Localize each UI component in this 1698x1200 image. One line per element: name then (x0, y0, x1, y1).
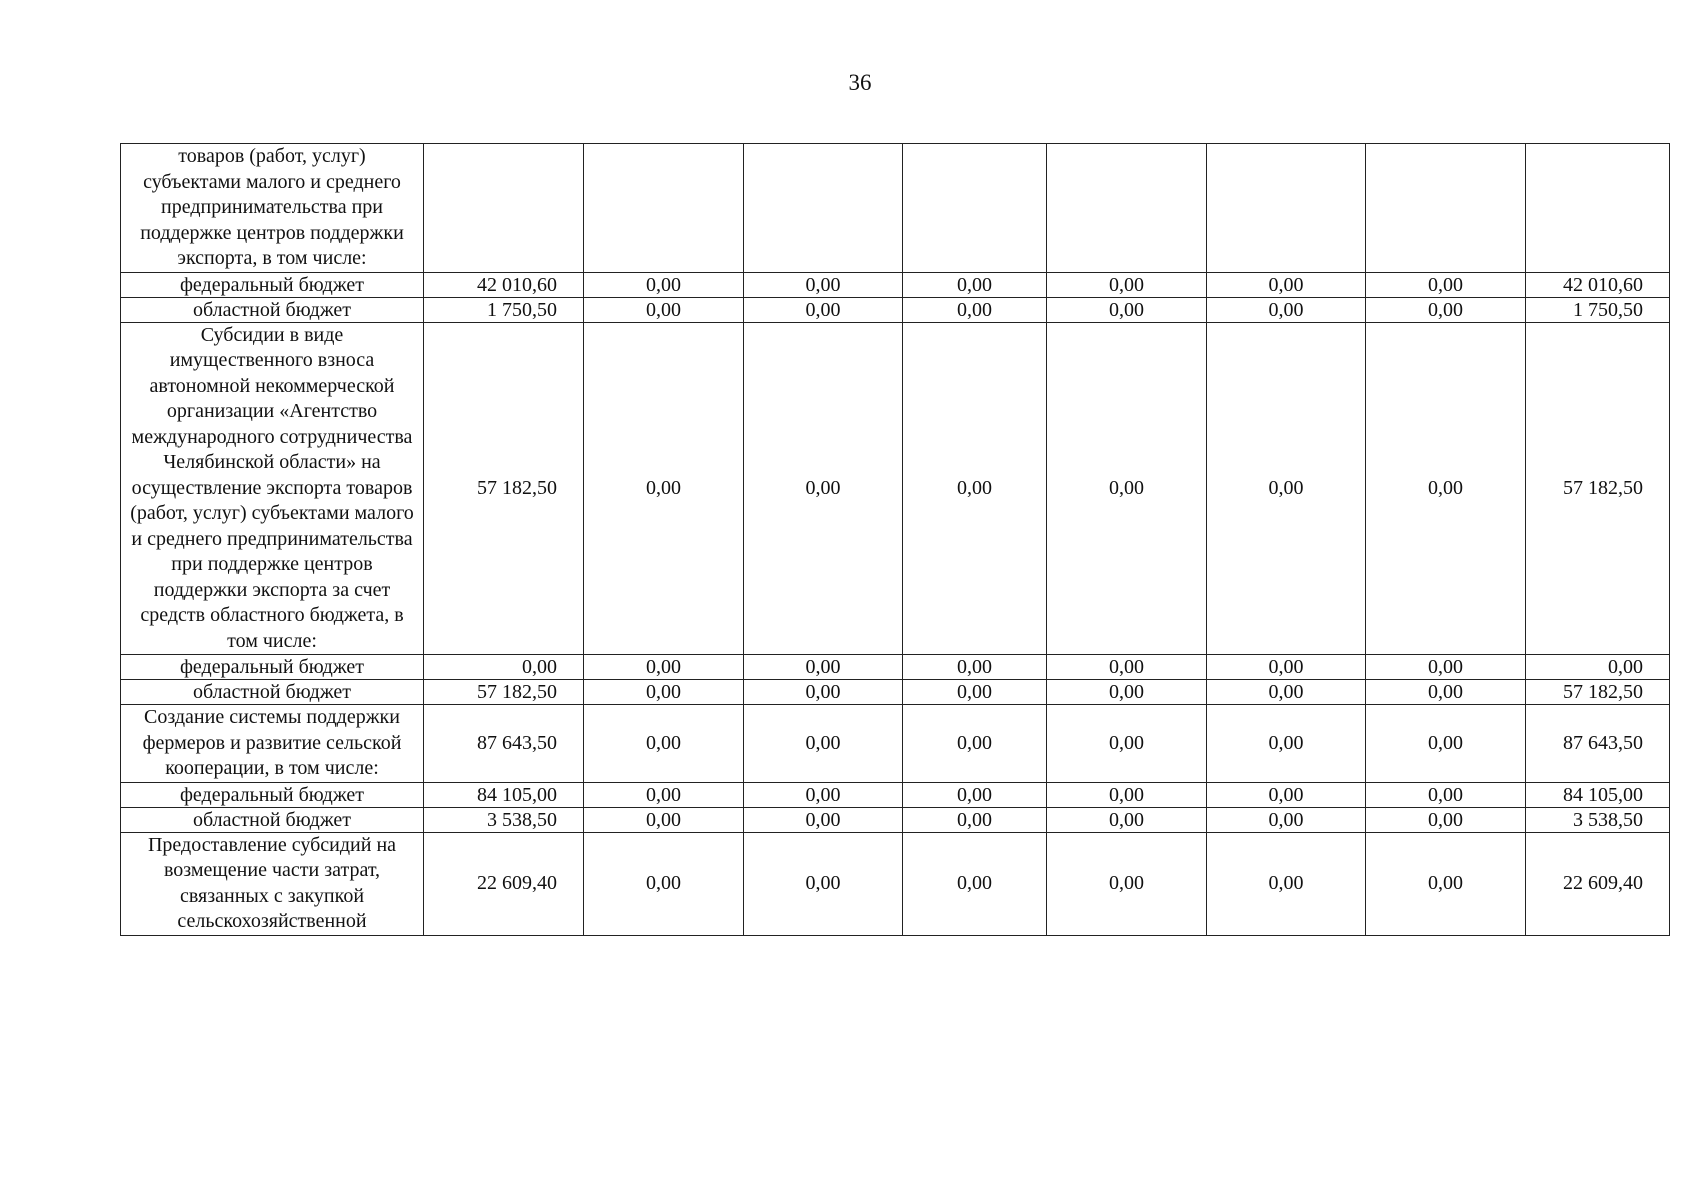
table-cell: 0,00 (584, 655, 744, 680)
budget-source-label: областной бюджет (121, 807, 424, 832)
table-cell: 1 750,50 (1526, 297, 1670, 322)
budget-source-label: областной бюджет (121, 680, 424, 705)
table-cell: 57 182,50 (1526, 680, 1670, 705)
table-cell: 0,00 (1366, 807, 1526, 832)
table-cell (1207, 144, 1366, 273)
table-cell: 0,00 (1526, 655, 1670, 680)
table-cell: 0,00 (903, 807, 1047, 832)
table-cell: 0,00 (1207, 832, 1366, 935)
table-cell: 0,00 (1047, 705, 1207, 783)
table-cell: 0,00 (1047, 832, 1207, 935)
table-cell: 0,00 (1366, 272, 1526, 297)
budget-subrow (121, 655, 1670, 680)
page-number: 36 (848, 70, 872, 95)
budget-table (120, 143, 1670, 936)
budget-source-label: федеральный бюджет (121, 655, 424, 680)
table-cell: 0,00 (1047, 297, 1207, 322)
table-cell: 0,00 (1207, 705, 1366, 783)
budget-subrow (121, 297, 1670, 322)
table-row (121, 832, 1670, 935)
table-cell: 0,00 (584, 297, 744, 322)
table-cell: 0,00 (1366, 832, 1526, 935)
table-cell: 0,00 (744, 322, 903, 655)
table-cell: 0,00 (744, 297, 903, 322)
table-cell: 57 182,50 (424, 322, 584, 655)
table-cell: 57 182,50 (1526, 322, 1670, 655)
table-cell: 0,00 (1207, 807, 1366, 832)
table-cell: 0,00 (1207, 272, 1366, 297)
table-cell: 0,00 (1047, 272, 1207, 297)
table-cell: 0,00 (1207, 297, 1366, 322)
table-cell: 87 643,50 (1526, 705, 1670, 783)
table-cell: 0,00 (903, 272, 1047, 297)
table-row (121, 144, 1670, 273)
table-cell (424, 144, 584, 273)
table-cell: 0,00 (903, 655, 1047, 680)
table-cell: 0,00 (584, 832, 744, 935)
table-cell (1526, 144, 1670, 273)
table-cell: 0,00 (744, 655, 903, 680)
table-cell: 0,00 (903, 782, 1047, 807)
table-cell: 0,00 (1047, 322, 1207, 655)
table-cell: 0,00 (584, 705, 744, 783)
budget-subrow (121, 782, 1670, 807)
table-cell: 0,00 (744, 680, 903, 705)
table-cell: 0,00 (903, 832, 1047, 935)
table-cell: 0,00 (903, 680, 1047, 705)
table-cell: 0,00 (1207, 782, 1366, 807)
table-cell: 22 609,40 (424, 832, 584, 935)
table-cell: 0,00 (744, 782, 903, 807)
budget-source-label: федеральный бюджет (121, 272, 424, 297)
table-cell: 0,00 (903, 297, 1047, 322)
table-cell: 0,00 (1366, 782, 1526, 807)
table-cell (744, 144, 903, 273)
table-cell: 22 609,40 (1526, 832, 1670, 935)
table-cell: 0,00 (744, 272, 903, 297)
table-cell: 0,00 (744, 807, 903, 832)
table-cell: 3 538,50 (424, 807, 584, 832)
table-cell: 0,00 (1366, 322, 1526, 655)
table-cell: 0,00 (424, 655, 584, 680)
table-cell: 0,00 (1207, 655, 1366, 680)
table-cell: 0,00 (584, 322, 744, 655)
table-cell: 0,00 (1366, 705, 1526, 783)
table-cell: 1 750,50 (424, 297, 584, 322)
table-cell: 0,00 (1366, 297, 1526, 322)
budget-source-label: областной бюджет (121, 297, 424, 322)
table-cell: 0,00 (1047, 782, 1207, 807)
table-cell: 0,00 (744, 832, 903, 935)
table-row (121, 705, 1670, 783)
table-cell: 3 538,50 (1526, 807, 1670, 832)
table-cell (1366, 144, 1526, 273)
table-cell: 0,00 (744, 705, 903, 783)
table-cell: 0,00 (903, 705, 1047, 783)
table-cell: 0,00 (1207, 322, 1366, 655)
table-cell (1047, 144, 1207, 273)
table-cell: 0,00 (1366, 655, 1526, 680)
table-cell: 0,00 (584, 807, 744, 832)
table-cell: 0,00 (584, 782, 744, 807)
table-cell: 84 105,00 (1526, 782, 1670, 807)
table-cell: 0,00 (584, 680, 744, 705)
table-cell: 0,00 (1366, 680, 1526, 705)
budget-subrow (121, 272, 1670, 297)
table-cell: 0,00 (584, 272, 744, 297)
table-cell: 0,00 (1047, 680, 1207, 705)
table-cell: 0,00 (1047, 807, 1207, 832)
table-cell: 84 105,00 (424, 782, 584, 807)
table-cell: 42 010,60 (1526, 272, 1670, 297)
table-cell (584, 144, 744, 273)
table-cell (903, 144, 1047, 273)
budget-subrow (121, 807, 1670, 832)
table-body (121, 144, 1670, 936)
table-cell: 57 182,50 (424, 680, 584, 705)
table-cell: 0,00 (1207, 680, 1366, 705)
table-cell: 0,00 (1047, 655, 1207, 680)
row-description: Создание системы поддержки фермеров и развитие сельской кооперации, в том числе: (121, 705, 424, 783)
table-cell: 42 010,60 (424, 272, 584, 297)
budget-source-label: федеральный бюджет (121, 782, 424, 807)
row-description: Предоставление субсидий на возмещение части затрат, связанных с закупкой сельскохозяйственной (121, 832, 424, 935)
row-description: товаров (работ, услуг) субъектами малого и среднего предпринимательства при поддержке центров поддержки экспорта, в том числе: (121, 144, 424, 273)
budget-subrow (121, 680, 1670, 705)
table-cell: 87 643,50 (424, 705, 584, 783)
table-row (121, 322, 1670, 655)
table-cell: 0,00 (903, 322, 1047, 655)
row-description: Субсидии в виде имущественного взноса автономной некоммерческой организации «Агентство международного сотрудничества Челябинской области» на осуществление экспорта товаров (работ, услуг) субъектами малого и среднего предпринимательства при поддержке центров поддержки экспорта за счет средств областного бюджета, в том числе: (121, 322, 424, 655)
